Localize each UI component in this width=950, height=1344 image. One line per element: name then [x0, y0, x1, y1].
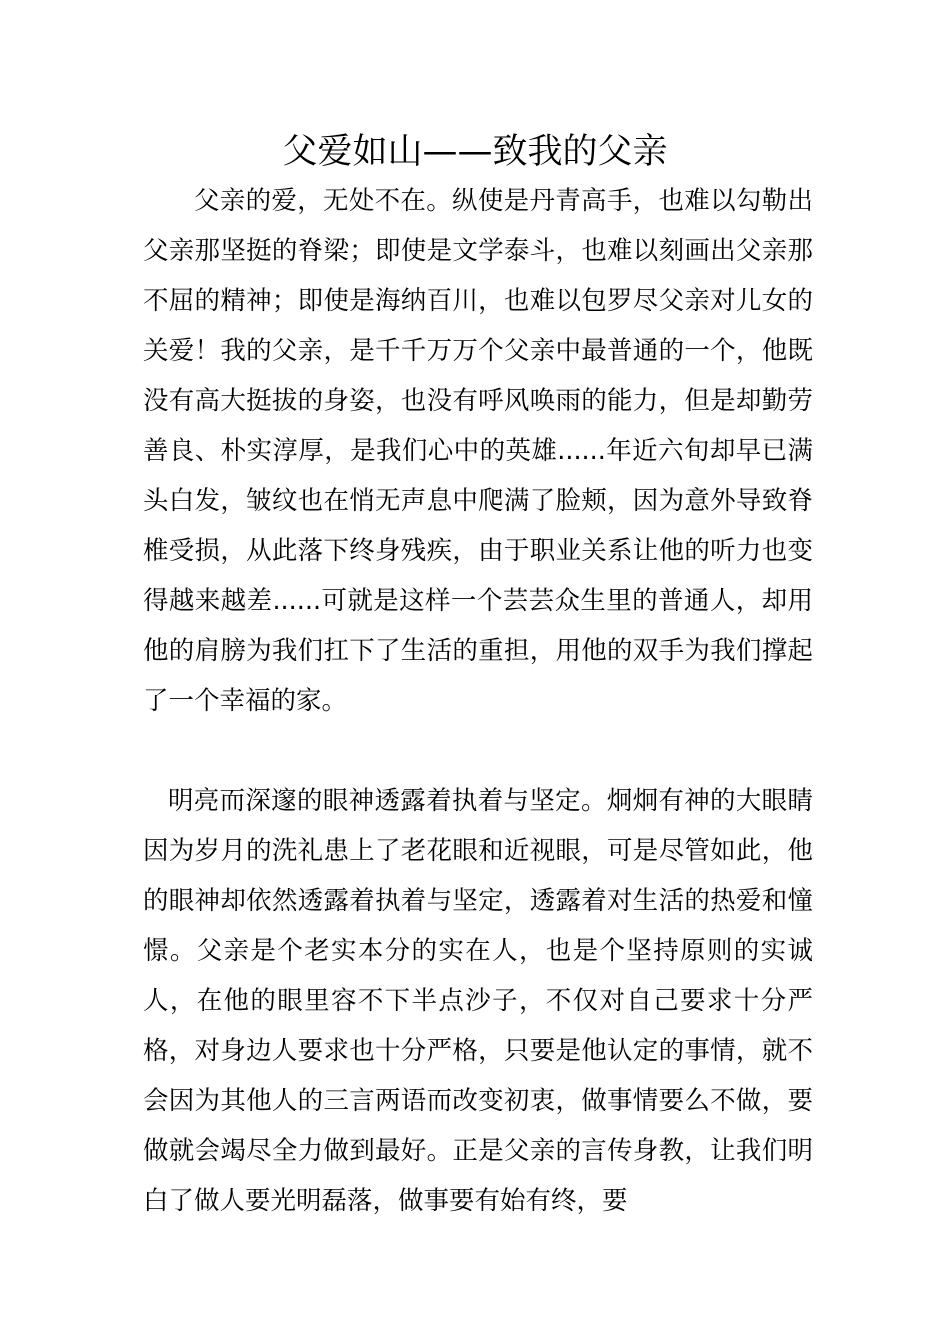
page-title: 父爱如山——致我的父亲 — [282, 132, 668, 172]
paragraph-2: 明亮而深邃的眼神透露着执着与坚定。炯炯有神的大眼睛因为岁月的洗礼患上了老花眼和近视眼，可是尽管如此，他的眼神却依然透露着执着与坚定，透露着对生活的热爱和憧憬。父亲是个老实本分的实在人，也是个坚持原则的实诚人，在他的眼里容不下半点沙子，不仅对自己要求十分严格，对身边人要求也十分严格，只要是他认定的事情，就不会因为其他人的三言两语而改变初衷，做事情要么不做，要做就会竭尽全力做到最好。正是父亲的言传身教，让我们明白了做人要光明磊落，做事要有始有终，要 — [143, 786, 813, 1216]
paragraph-1: 父亲的爱，无处不在。纵使是丹青高手，也难以勾勒出父亲那坚挺的脊梁；即使是文学泰斗，也难以刻画出父亲那不屈的精神；即使是海纳百川，也难以包罗尽父亲对儿女的关爱！我的父亲，是千千万万个父亲中最普通的一个，他既没有高大挺拔的身姿，也没有呼风唤雨的能力，但是却勤劳善良、朴实淳厚，是我们心中的英雄......年近六旬却早已满头白发，皱纹也在悄无声息中爬满了脸颊，因为意外导致脊椎受损，从此落下终身残疾，由于职业关系让他的听力也变得越来越差......可就是这样一个芸芸众生里的普通人，却用他的肩膀为我们扛下了生活的重担，用他的双手为我们撑起了一个幸福的家。 — [143, 186, 813, 716]
